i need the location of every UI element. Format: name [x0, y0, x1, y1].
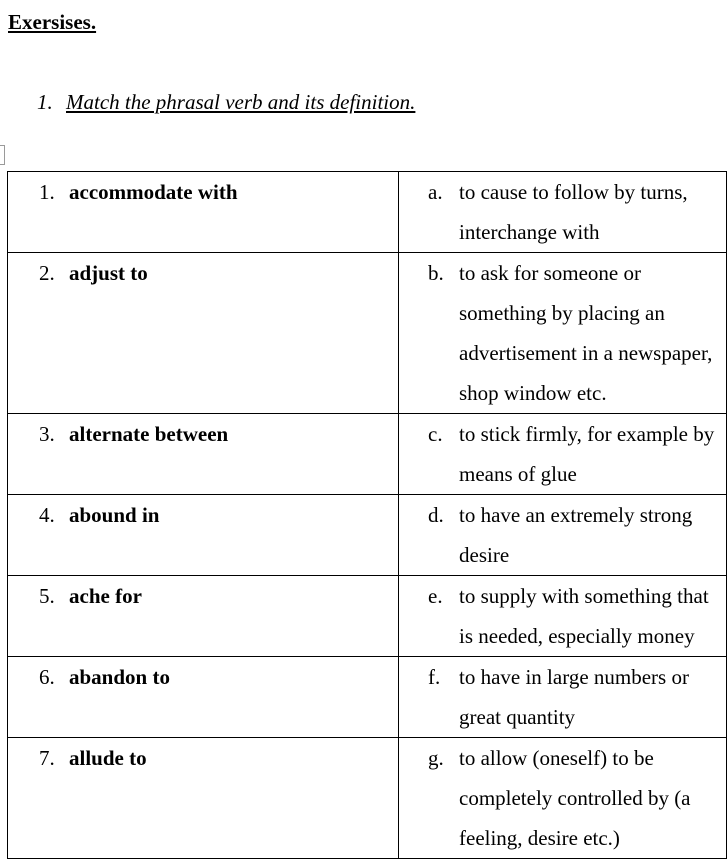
- definition-letter: f.: [428, 665, 441, 689]
- verb-number: 7.: [39, 746, 55, 770]
- definition-text: to ask for someone or something by placing an advertisement in a newspaper, shop window etc.: [459, 261, 713, 405]
- definition-cell: [399, 414, 727, 495]
- definition-letter: d.: [428, 503, 444, 527]
- matching-table: [7, 171, 727, 859]
- definition-letter: g.: [428, 746, 444, 770]
- table-move-handle[interactable]: [0, 145, 5, 165]
- definition-letter: a.: [428, 180, 443, 204]
- phrasal-verb: accommodate with: [69, 180, 238, 204]
- phrasal-verb: ache for: [69, 584, 142, 608]
- table-row: [8, 414, 727, 495]
- task-number: 1.: [37, 90, 53, 114]
- verb-number: 6.: [39, 665, 55, 689]
- phrasal-verb: adjust to: [69, 261, 148, 285]
- task-instruction: [37, 89, 415, 115]
- verb-cell: [8, 253, 399, 414]
- verb-number: 4.: [39, 503, 55, 527]
- task-text: Match the phrasal verb and its definition.: [66, 90, 416, 114]
- phrasal-verb: abandon to: [69, 665, 170, 689]
- table-row: [8, 738, 727, 859]
- table-row: [8, 576, 727, 657]
- verb-cell: [8, 495, 399, 576]
- definition-cell: [399, 172, 727, 253]
- table-row: [8, 172, 727, 253]
- exercises-heading: Exersises.: [8, 10, 97, 34]
- definition-letter: b.: [428, 261, 444, 285]
- definition-cell: [399, 738, 727, 859]
- definition-cell: [399, 495, 727, 576]
- phrasal-verb: alternate between: [69, 422, 229, 446]
- verb-cell: [8, 414, 399, 495]
- verb-cell: [8, 172, 399, 253]
- definition-text: to cause to follow by turns, interchange with: [459, 180, 688, 244]
- verb-number: 5.: [39, 584, 55, 608]
- definition-letter: e.: [428, 584, 443, 608]
- definition-letter: c.: [428, 422, 443, 446]
- verb-cell: [8, 738, 399, 859]
- verb-number: 2.: [39, 261, 55, 285]
- phrasal-verb: abound in: [69, 503, 160, 527]
- definition-text: to allow (oneself) to be completely controlled by (a feeling, desire etc.): [459, 746, 691, 850]
- verb-number: 1.: [39, 180, 55, 204]
- verb-cell: [8, 576, 399, 657]
- definition-text: to have in large numbers or great quantity: [459, 665, 689, 729]
- phrasal-verb: allude to: [69, 746, 147, 770]
- definition-cell: [399, 253, 727, 414]
- definition-text: to have an extremely strong desire: [459, 503, 693, 567]
- verb-cell: [8, 657, 399, 738]
- verb-number: 3.: [39, 422, 55, 446]
- definition-cell: [399, 576, 727, 657]
- table-row: [8, 253, 727, 414]
- definition-cell: [399, 657, 727, 738]
- definition-text: to stick firmly, for example by means of glue: [459, 422, 715, 486]
- table-row: [8, 657, 727, 738]
- definition-text: to supply with something that is needed, especially money: [459, 584, 709, 648]
- table-row: [8, 495, 727, 576]
